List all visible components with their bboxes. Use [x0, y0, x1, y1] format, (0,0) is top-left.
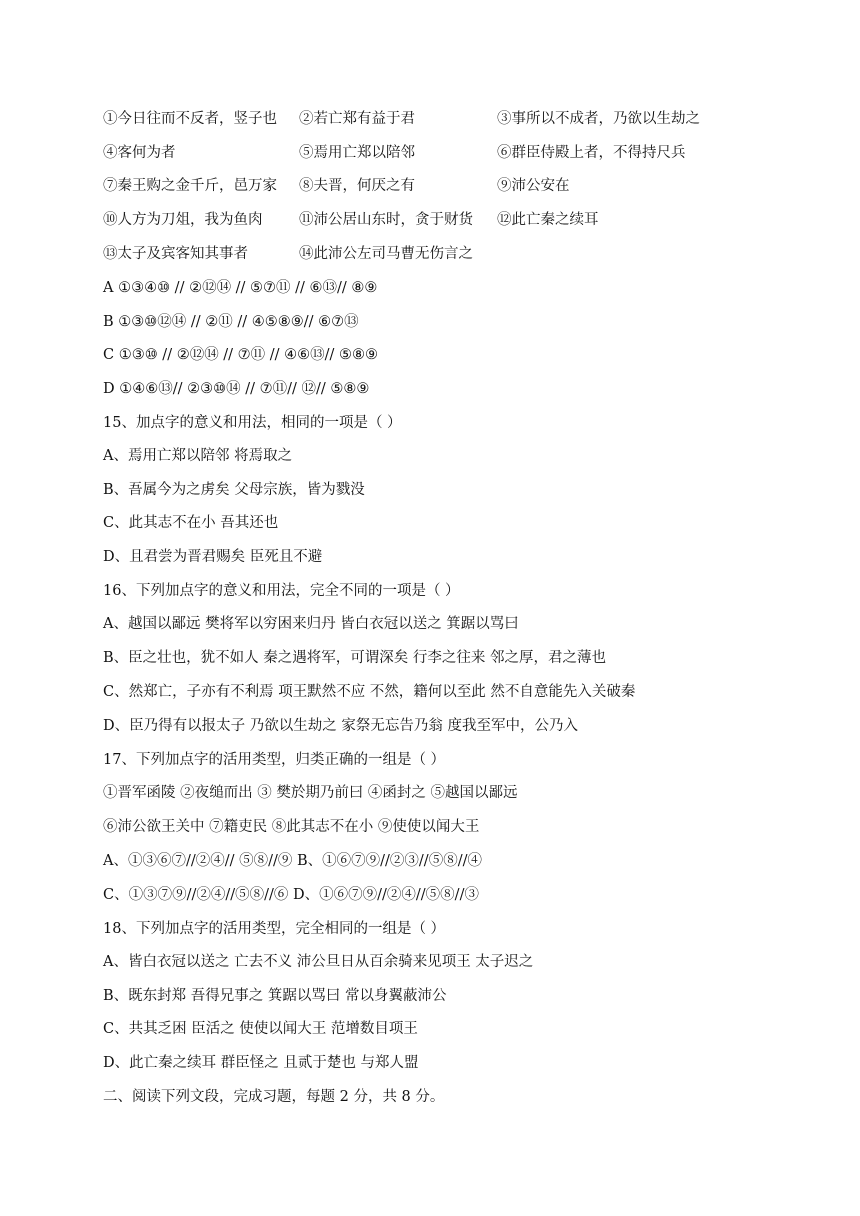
question-18-option-c: C、共其乏困 臣活之 使使以闻大王 范增数目项王: [103, 1021, 418, 1037]
question-15-option-c: C、此其志不在小 吾其还也: [103, 515, 279, 531]
question-16-option-a: A、越国以鄙远 樊将军以穷困来归丹 皆白衣冠以送之 箕踞以骂曰: [103, 616, 519, 632]
option-item: ⑥群臣侍殿上者，不得持尺兵: [497, 145, 686, 161]
option-item: ⑭此沛公左司马曹无伤言之: [299, 246, 473, 262]
option-item: ⑫此亡秦之续耳: [497, 212, 599, 228]
option-item: ⑨沛公安在: [497, 178, 570, 194]
answer-choice-d: D ①④⑥⑬// ②③⑩⑭ // ⑦⑪// ⑫// ⑤⑧⑨: [103, 381, 370, 397]
answer-choice-b: B ①③⑩⑫⑭ // ②⑪ // ④⑤⑧⑨// ⑥⑦⑬: [103, 314, 359, 330]
option-item: ①今日往而不反者，竖子也: [103, 111, 277, 127]
option-item: ②若亡郑有益于君: [299, 111, 415, 127]
question-15-option-b: B、吾属今为之虏矣 父母宗族，皆为戮没: [103, 482, 365, 498]
question-17-items-2: ⑥沛公欲王关中 ⑦籍吏民 ⑧此其志不在小 ⑨使使以闻大王: [103, 819, 480, 835]
option-item: ⑦秦王购之金千斤，邑万家: [103, 178, 277, 194]
option-item: ⑧夫晋，何厌之有: [299, 178, 415, 194]
answer-choice-c: C ①③⑩ // ②⑫⑭ // ⑦⑪ // ④⑥⑬// ⑤⑧⑨: [103, 347, 379, 363]
question-15: 15、加点字的意义和用法，相同的一项是（ ）: [103, 415, 402, 431]
question-16-option-d: D、臣乃得有以报太子 乃欲以生劫之 家祭无忘告乃翁 度我至军中，公乃入: [103, 718, 578, 734]
question-15-option-d: D、且君尝为晋君赐矣 臣死且不避: [103, 549, 323, 565]
question-18-option-a: A、皆白衣冠以送之 亡去不义 沛公旦日从百余骑来见项王 太子迟之: [103, 954, 534, 970]
question-18-option-b: B、既东封郑 吾得兄事之 箕踞以骂曰 常以身翼蔽沛公: [103, 988, 447, 1004]
question-16-option-c: C、然郑亡，子亦有不利焉 项王默然不应 不然，籍何以至此 然不自意能先入关破秦: [103, 684, 636, 700]
question-18: 18、下列加点字的活用类型，完全相同的一组是（ ）: [103, 921, 446, 937]
answer-choice-a: A ①③④⑩ // ②⑫⑭ // ⑤⑦⑪ // ⑥⑬// ⑧⑨: [103, 280, 378, 296]
question-16: 16、下列加点字的意义和用法，完全不同的一项是（ ）: [103, 583, 460, 599]
option-item: ④客何为者: [103, 145, 176, 161]
section-heading: 二、阅读下列文段，完成习题，每题 2 分，共 8 分。: [103, 1089, 445, 1105]
question-18-option-d: D、此亡秦之续耳 群臣怪之 且贰于楚也 与郑人盟: [103, 1055, 419, 1071]
option-item: ③事所以不成者，乃欲以生劫之: [497, 111, 700, 127]
question-17-options-cd: C、①③⑦⑨//②④//⑤⑧//⑥ D、①⑥⑦⑨//②④//⑤⑧//③: [103, 887, 479, 903]
option-item: ⑤焉用亡郑以陪邻: [299, 145, 415, 161]
question-15-option-a: A、焉用亡郑以陪邻 将焉取之: [103, 448, 293, 464]
question-16-option-b: B、臣之壮也，犹不如人 秦之遇将军，可谓深矣 行李之往来 邻之厚，君之薄也: [103, 650, 606, 666]
question-17-items-1: ①晋军函陵 ②夜缒而出 ③ 樊於期乃前曰 ④函封之 ⑤越国以鄙远: [103, 785, 518, 801]
question-17: 17、下列加点字的活用类型，归类正确的一组是（ ）: [103, 752, 446, 768]
option-item: ⑩人方为刀俎，我为鱼肉: [103, 212, 263, 228]
option-item: ⑪沛公居山东时，贪于财货: [299, 212, 473, 228]
question-17-options-ab: A、①③⑥⑦//②④// ⑤⑧//⑨ B、①⑥⑦⑨//②③//⑤⑧//④: [103, 853, 482, 869]
option-item: ⑬太子及宾客知其事者: [103, 246, 248, 262]
